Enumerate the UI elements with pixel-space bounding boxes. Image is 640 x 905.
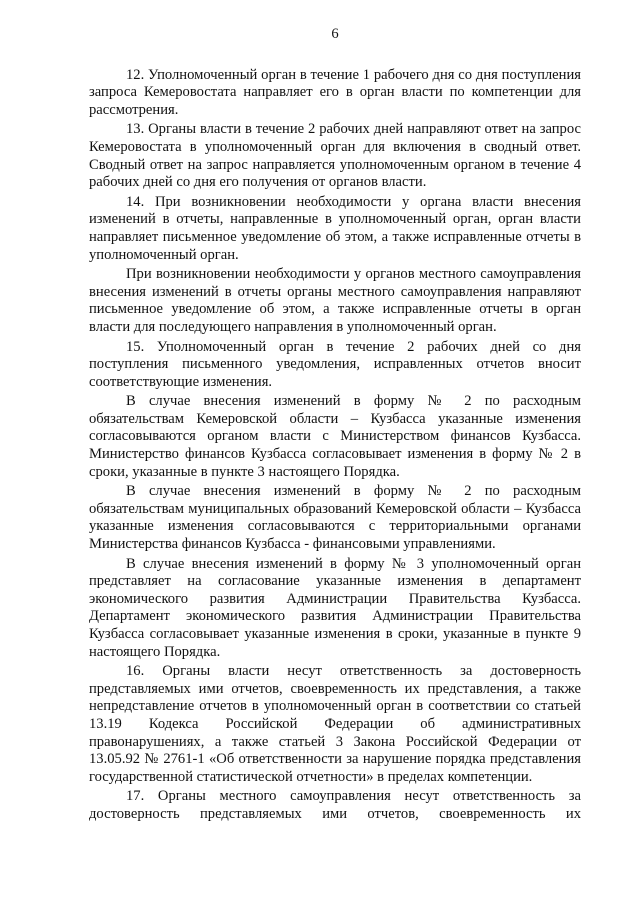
paragraph-17: 17. Органы местного самоуправления несут ответственность за достоверность представляемых ими отчетов, своевременность их <box>89 788 581 822</box>
page-number: 6 <box>331 26 339 42</box>
paragraph-14: 14. При возникновении необходимости у органа власти внесения изменений в отчеты, направленные в уполномоченный орган, орган власти направляет письменное уведомление об этом, а также исправленные отчеты в уполномоченный орган. <box>89 193 581 263</box>
document-page <box>89 26 581 826</box>
paragraph-13: 13. Органы власти в течение 2 рабочих дней направляют ответ на запрос Кемеровостата в уполномоченный орган для включения в сводный ответ. Сводный ответ на запрос направляется уполномоченным органом в течение 4 рабочих дней со дня его получения от органов власти. <box>89 121 581 191</box>
paragraph-15: 15. Уполномоченный орган в течение 2 рабочих дней со дня поступления письменного уведомления, исправленных отчетов вносит соответствующие изменения. <box>89 338 581 390</box>
paragraph-15-form-3: В случае внесения изменений в форму № 3 уполномоченный орган представляет на согласование указанные изменения в департамент экономического развития Администрации Правительства Кузбасса. Департамент экономического развития Администрации Правительства Кузбасса согласовывает указанные изменения в сроки, указанные в пункте 9 настоящего Порядка. <box>89 555 581 660</box>
paragraph-14-local-government: При возникновении необходимости у органов местного самоуправления внесения изменений в отчеты органы местного самоуправления направляют письменное уведомление об этом, а также исправленные отчеты в орган власти для последующего направления в уполномоченный орган. <box>89 266 581 335</box>
paragraph-12: 12. Уполномоченный орган в течение 1 рабочего дня со дня поступления запроса Кемеровостата направляет его в орган власти по компетенции для рассмотрения. <box>89 66 581 118</box>
paragraph-15-form-2-regional: В случае внесения изменений в форму № 2 по расходным обязательствам Кемеровской области – Кузбасса указанные изменения согласовываются органом власти с Министерством финансов Кузбасса. Министерство финансов Кузбасса согласовывает изменения в форму № 2 в сроки, указанные в пункте 3 настоящего Порядка. <box>89 393 581 480</box>
paragraph-16: 16. Органы власти несут ответственность за достоверность представляемых ими отчетов, своевременность их представления, а также непредставление отчетов в уполномоченный орган в соответствии со статьей 13.19 Кодекса Российской Федерации об административных правонарушениях, а также статьей 3 Закона Российской Федерации от 13.05.92 № 2761-1 «Об ответственности за нарушение порядка представления государственной статистической отчетности» в пределах компетенции. <box>89 663 581 785</box>
paragraph-15-form-2-municipal: В случае внесения изменений в форму № 2 по расходным обязательствам муниципальных образований Кемеровской области – Кузбасса указанные изменения согласовываются с территориальными органами Министерства финансов Кузбасса - финансовыми управлениями. <box>89 483 581 553</box>
